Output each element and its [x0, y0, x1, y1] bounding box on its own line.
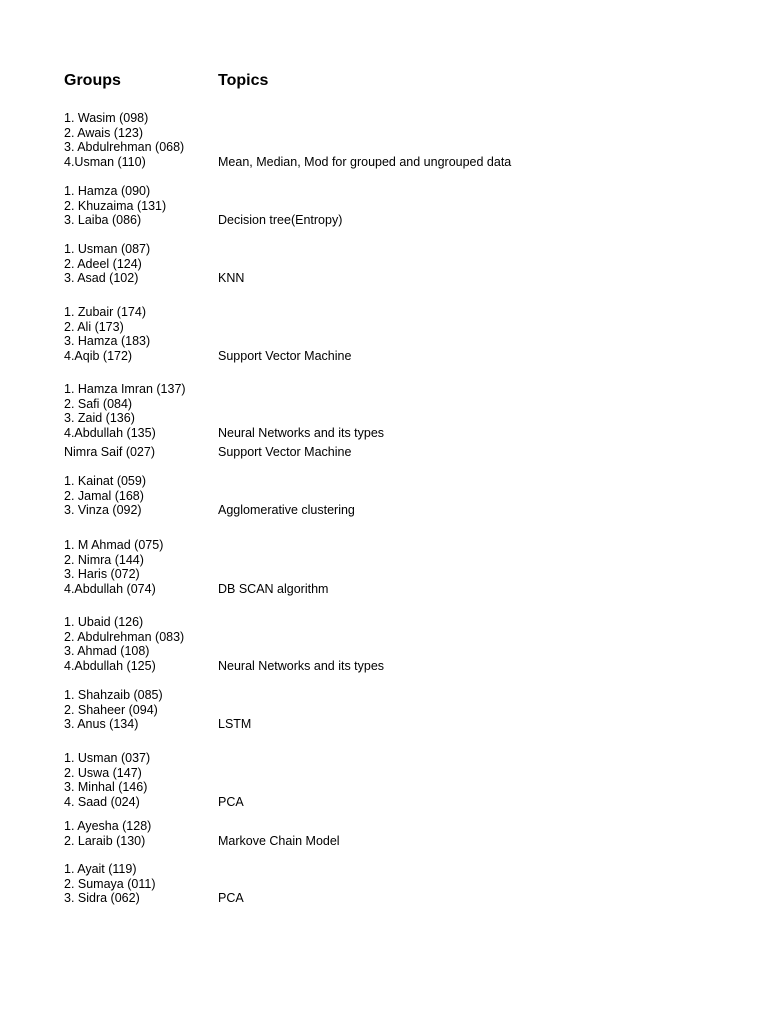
- member-name: 1. Zubair (174): [64, 305, 146, 319]
- member-name: 2. Abdulrehman (083): [64, 629, 185, 644]
- group-members: [64, 445, 214, 460]
- group-members: [64, 538, 214, 596]
- member-name: 4.Usman (110): [64, 154, 146, 169]
- member-name: 1. Usman (037): [64, 751, 151, 765]
- member-name: 4.Abdullah (074): [64, 581, 156, 596]
- group-members: [64, 751, 214, 809]
- member-name: 1. Hamza (090): [64, 184, 151, 198]
- member-name: 1. Ayait (119): [64, 862, 137, 876]
- member-name: 3. Ahmad (108): [64, 644, 150, 659]
- group-row: [64, 688, 624, 732]
- group-members: [64, 111, 214, 169]
- member-name: 2. Khuzaima (131): [64, 198, 167, 213]
- member-name: 1. Shahzaib (085): [64, 688, 163, 702]
- member-name: 1. Usman (087): [64, 242, 151, 256]
- group-members: [64, 819, 214, 848]
- member-name: 1. M Ahmad (075): [64, 538, 164, 552]
- group-row: [64, 751, 624, 809]
- group-row: [64, 445, 624, 460]
- group-topic: Markove Chain Model: [218, 833, 340, 848]
- member-name: 3. Vinza (092): [64, 503, 142, 518]
- group-row: [64, 819, 624, 848]
- member-name: 3. Laiba (086): [64, 213, 142, 228]
- member-name: 3. Asad (102): [64, 271, 139, 286]
- group-row: [64, 474, 624, 518]
- column-headers: [64, 72, 624, 92]
- group-topic: PCA: [218, 891, 244, 906]
- group-topic: KNN: [218, 271, 245, 286]
- group-members: [64, 305, 214, 363]
- group-members: [64, 474, 214, 518]
- group-members: [64, 688, 214, 732]
- topics-column-header: Topics: [218, 72, 269, 89]
- member-name: 2. Adeel (124): [64, 256, 142, 271]
- member-name: 4.Aqib (172): [64, 348, 133, 363]
- member-name: 2. Laraib (130): [64, 833, 146, 848]
- group-topic: LSTM: [218, 717, 252, 732]
- groups-column-header: Groups: [64, 72, 121, 89]
- member-name: Nimra Saif (027): [64, 445, 155, 459]
- member-name: 3. Anus (134): [64, 717, 139, 732]
- member-name: 1. Kainat (059): [64, 474, 146, 488]
- member-name: 2. Awais (123): [64, 125, 143, 140]
- group-row: [64, 862, 624, 906]
- group-topic: Mean, Median, Mod for grouped and ungrouped data: [218, 154, 512, 169]
- member-name: 3. Sidra (062): [64, 891, 140, 906]
- group-row: [64, 305, 624, 363]
- member-name: 3. Hamza (183): [64, 334, 151, 349]
- group-topic: Support Vector Machine: [218, 348, 352, 363]
- member-name: 2. Nimra (144): [64, 552, 144, 567]
- member-name: 1. Wasim (098): [64, 111, 149, 125]
- group-row: [64, 242, 624, 286]
- group-topic: PCA: [218, 794, 244, 809]
- member-name: 4.Abdullah (125): [64, 658, 156, 673]
- member-name: 3. Zaid (136): [64, 411, 135, 426]
- group-topic: Support Vector Machine: [218, 445, 352, 459]
- group-row: [64, 184, 624, 228]
- member-name: 4. Saad (024): [64, 794, 140, 809]
- member-name: 3. Minhal (146): [64, 780, 148, 795]
- member-name: 2. Uswa (147): [64, 765, 142, 780]
- member-name: 1. Hamza Imran (137): [64, 382, 186, 396]
- group-row: [64, 111, 624, 169]
- member-name: 1. Ubaid (126): [64, 615, 144, 629]
- group-topic: Agglomerative clustering: [218, 503, 355, 518]
- member-name: 2. Ali (173): [64, 319, 124, 334]
- group-members: [64, 862, 214, 906]
- member-name: 4.Abdullah (135): [64, 425, 156, 440]
- member-name: 2. Sumaya (011): [64, 876, 156, 891]
- member-name: 2. Safi (084): [64, 396, 133, 411]
- group-members: [64, 242, 214, 286]
- member-name: 2. Shaheer (094): [64, 702, 158, 717]
- group-topic: Neural Networks and its types: [218, 658, 385, 673]
- member-name: 3. Abdulrehman (068): [64, 140, 185, 155]
- group-topic: Decision tree(Entropy): [218, 213, 343, 228]
- member-name: 1. Ayesha (128): [64, 819, 152, 833]
- member-name: 3. Haris (072): [64, 567, 140, 582]
- group-row: [64, 538, 624, 596]
- group-topic: DB SCAN algorithm: [218, 581, 329, 596]
- group-members: [64, 382, 214, 440]
- member-name: 2. Jamal (168): [64, 488, 144, 503]
- group-topic: Neural Networks and its types: [218, 425, 385, 440]
- group-row: [64, 382, 624, 440]
- group-members: [64, 184, 214, 228]
- group-row: [64, 615, 624, 673]
- group-members: [64, 615, 214, 673]
